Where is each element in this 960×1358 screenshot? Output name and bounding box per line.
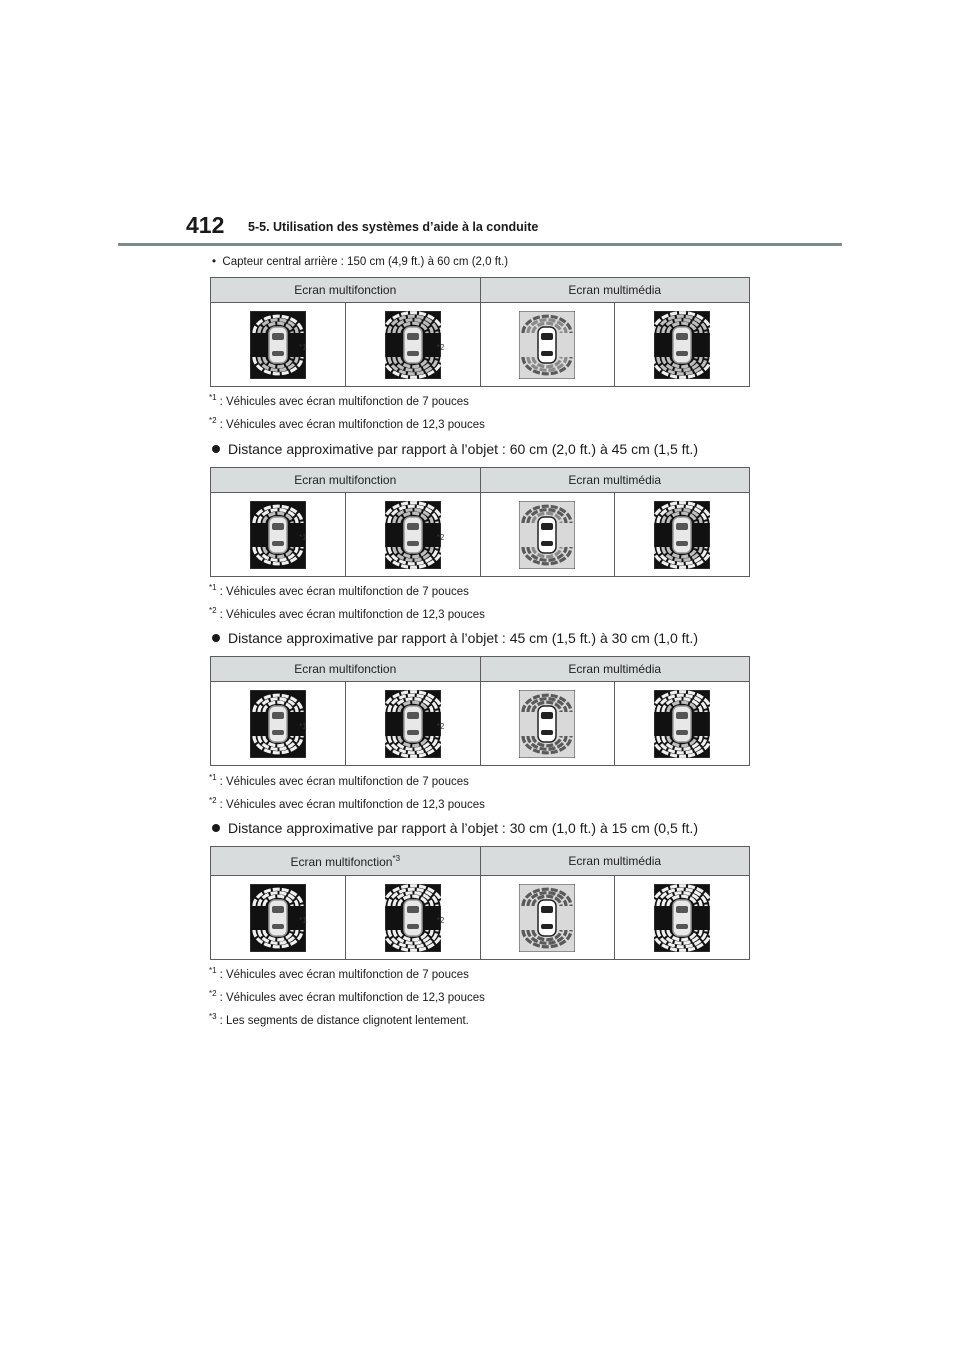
marker-2: *2	[436, 916, 445, 925]
display-mm-dark	[654, 311, 710, 379]
cell-mm-dark	[615, 876, 750, 960]
display-mm-dark	[654, 690, 710, 758]
display-12in	[385, 311, 441, 379]
parking-display-icon	[250, 311, 306, 379]
display-mm-light	[519, 501, 575, 569]
intro-text: Capteur central arrière : 150 cm (4,9 ft.) à 60 cm (2,0 ft.)	[222, 256, 509, 268]
parking-display-icon	[385, 884, 441, 952]
header-multimedia: Ecran multimédia	[480, 657, 750, 682]
marker-2: *2	[436, 533, 445, 542]
header-multifunction: Ecran multifonction	[211, 278, 481, 303]
cell-12in	[345, 876, 480, 960]
car-top-view-icon	[538, 706, 556, 742]
marker-2: *2	[436, 722, 445, 731]
parking-display-icon	[654, 311, 710, 379]
bullet-icon	[212, 445, 220, 453]
display-mm-dark	[654, 884, 710, 952]
cell-12in	[345, 682, 480, 766]
parking-display-icon	[519, 884, 575, 952]
display-12in	[385, 690, 441, 758]
distance-heading: Distance approximative par rapport à l’objet : 45 cm (1,5 ft.) à 30 cm (1,0 ft.)	[212, 630, 698, 646]
parking-display-icon	[519, 501, 575, 569]
car-top-view-icon	[404, 327, 422, 363]
footnote: $^{*2}$ : Véhicules avec écran multifonction de 12,3 pouces	[209, 989, 485, 1004]
marker-1: *1	[299, 343, 307, 352]
car-top-view-icon	[404, 706, 422, 742]
header-multifunction: Ecran multifonction	[211, 657, 481, 682]
car-top-view-icon	[673, 327, 691, 363]
header-multimedia: Ecran multimédia	[480, 278, 750, 303]
parking-display-icon	[250, 690, 306, 758]
car-top-view-icon	[538, 900, 556, 936]
footnote: $^{*1}$ : Véhicules avec écran multifonction de 7 pouces	[209, 583, 469, 598]
header-multimedia: Ecran multimédia	[480, 468, 750, 493]
cell-mm-light	[480, 493, 615, 577]
parking-display-icon	[385, 311, 441, 379]
car-top-view-icon	[269, 517, 287, 553]
display-7in	[250, 311, 306, 379]
parking-display-icon	[654, 690, 710, 758]
parking-display-icon	[250, 884, 306, 952]
car-top-view-icon	[269, 900, 287, 936]
cell-7in	[211, 493, 346, 577]
marker-2: *2	[436, 343, 445, 352]
parking-display-icon	[250, 501, 306, 569]
cell-mm-dark	[615, 682, 750, 766]
footnote: $^{*1}$ : Véhicules avec écran multifonction de 7 pouces	[209, 773, 469, 788]
car-top-view-icon	[673, 706, 691, 742]
distance-heading: Distance approximative par rapport à l’objet : 60 cm (2,0 ft.) à 45 cm (1,5 ft.)	[212, 441, 698, 457]
parking-display-icon	[519, 690, 575, 758]
section-title: 5-5. Utilisation des systèmes d’aide à la conduite	[248, 220, 539, 234]
footnote: $^{*1}$ : Véhicules avec écran multifonction de 7 pouces	[209, 966, 469, 981]
display-table-3	[210, 656, 750, 766]
parking-display-icon	[654, 501, 710, 569]
footnote: $^{*3}$ : Les segments de distance clignotent lentement.	[209, 1012, 469, 1027]
display-12in	[385, 884, 441, 952]
display-table-4	[210, 846, 750, 960]
cell-mm-dark	[615, 493, 750, 577]
car-top-view-icon	[673, 900, 691, 936]
cell-7in	[211, 876, 346, 960]
parking-display-icon	[654, 884, 710, 952]
marker-3: *3	[392, 853, 401, 863]
marker-1: *1	[299, 722, 307, 731]
display-mm-dark	[654, 501, 710, 569]
parking-display-icon	[519, 311, 575, 379]
display-table-2	[210, 467, 750, 577]
marker-1: *1	[299, 533, 307, 542]
car-top-view-icon	[404, 517, 422, 553]
footnote: $^{*1}$ : Véhicules avec écran multifonction de 7 pouces	[209, 393, 469, 408]
car-top-view-icon	[538, 517, 556, 553]
display-table-1	[210, 277, 750, 387]
cell-mm-light	[480, 876, 615, 960]
distance-heading: Distance approximative par rapport à l’objet : 30 cm (1,0 ft.) à 15 cm (0,5 ft.)	[212, 820, 698, 836]
header-multifunction: Ecran multifonction$^{*3}$	[211, 847, 481, 876]
cell-mm-light	[480, 682, 615, 766]
display-mm-light	[519, 884, 575, 952]
cell-7in	[211, 303, 346, 387]
header-multifunction: Ecran multifonction	[211, 468, 481, 493]
car-top-view-icon	[269, 706, 287, 742]
intro-line	[212, 256, 508, 268]
cell-12in	[345, 493, 480, 577]
footnote: $^{*2}$ : Véhicules avec écran multifonction de 12,3 pouces	[209, 796, 485, 811]
bullet-icon	[212, 824, 220, 832]
display-mm-light	[519, 311, 575, 379]
intro-bullet: •	[212, 256, 217, 268]
display-7in	[250, 884, 306, 952]
cell-12in	[345, 303, 480, 387]
parking-display-icon	[385, 501, 441, 569]
footnote: $^{*2}$ : Véhicules avec écran multifonction de 12,3 pouces	[209, 416, 485, 431]
car-top-view-icon	[269, 327, 287, 363]
display-12in	[385, 501, 441, 569]
cell-7in	[211, 682, 346, 766]
cell-mm-dark	[615, 303, 750, 387]
footnote: $^{*2}$ : Véhicules avec écran multifonction de 12,3 pouces	[209, 606, 485, 621]
header-rule	[118, 243, 842, 246]
display-7in	[250, 690, 306, 758]
car-top-view-icon	[538, 327, 556, 363]
display-7in	[250, 501, 306, 569]
car-top-view-icon	[404, 900, 422, 936]
parking-display-icon	[385, 690, 441, 758]
bullet-icon	[212, 634, 220, 642]
header-multimedia: Ecran multimédia	[480, 847, 750, 876]
marker-1: *1	[299, 916, 307, 925]
page-number: 412	[186, 212, 225, 238]
car-top-view-icon	[673, 517, 691, 553]
cell-mm-light	[480, 303, 615, 387]
display-mm-light	[519, 690, 575, 758]
